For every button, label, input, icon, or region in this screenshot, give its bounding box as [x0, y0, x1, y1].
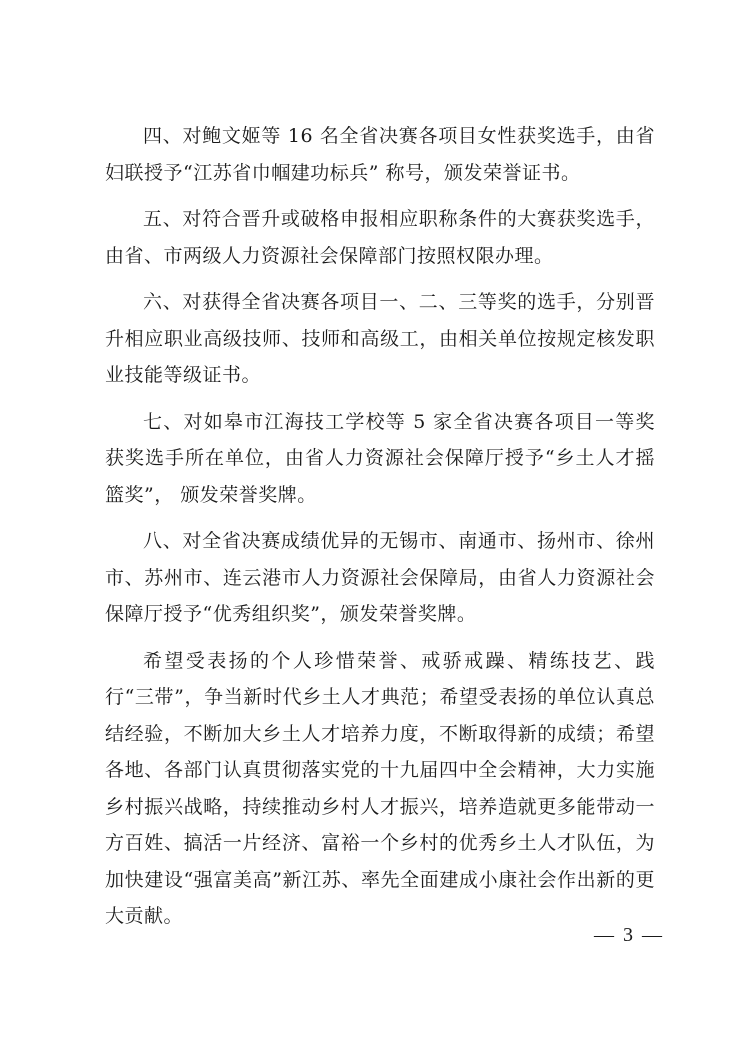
paragraph-item-4: 四、对鲍文姬等 16 名全省决赛各项目女性获奖选手，由省妇联授予“江苏省巾帼建功标兵” 称号，颁发荣誉证书。 — [105, 125, 655, 184]
paragraph-item-7: 七、对如皋市江海技工学校等 5 家全省决赛各项目一等奖获奖选手所在单位，由省人力资源社会保障厅授予“乡土人才摇篮奖”， 颁发荣誉奖牌。 — [105, 410, 655, 506]
paragraph-item-5: 五、对符合晋升或破格申报相应职称条件的大赛获奖选手，由省、市两级人力资源社会保障部门按照权限办理。 — [105, 208, 655, 267]
paragraph-item-6: 六、对获得全省决赛各项目一、二、三等奖的选手，分别晋升相应职业高级技师、技师和高级工，由相关单位按规定核发职业技能等级证书。 — [105, 291, 655, 386]
paragraph-closing: 希望受表扬的个人珍惜荣誉、戒骄戒躁、精练技艺、践行“三带”，争当新时代乡土人才典范；希望受表扬的单位认真总结经验，不断加大乡土人才培养力度，不断取得新的成绩；希望各地、各部门认真贯彻落实党的十九届四中全会精神，大力实施乡村振兴战略，持续推动乡村人才振兴，培养造就更多能带动一方百姓、搞活一片经济、富裕一个乡村的优秀乡土人才队伍，为加快建设“强富美高”新江苏、率先全面建成小康社会作出新的更大贡献。 — [105, 649, 655, 927]
document-body — [105, 118, 655, 945]
page-number: — 3 — — [594, 924, 664, 946]
paragraph-item-8: 八、对全省决赛成绩优异的无锡市、南通市、扬州市、徐州市、苏州市、连云港市人力资源社会保障局，由省人力资源社会保障厅授予“优秀组织奖”，颁发荣誉奖牌。 — [105, 530, 655, 625]
